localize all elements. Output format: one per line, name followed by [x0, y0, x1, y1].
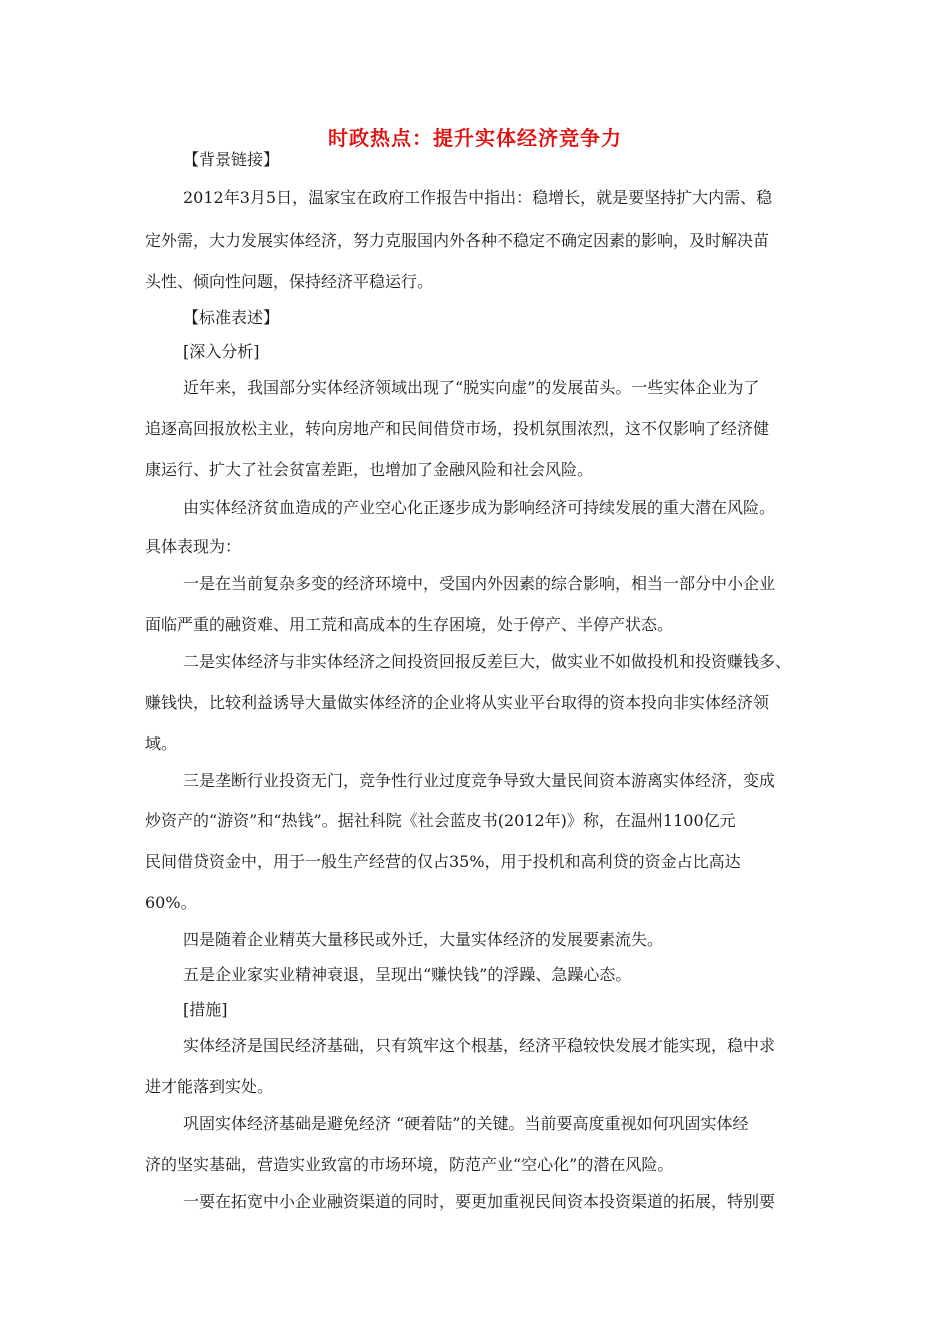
- paragraph-line: 炒资产的“游资”和“热钱”。据社科院《社会蓝皮书(2012年)》称，在温州1100亿元: [145, 811, 736, 830]
- document-title: 时政热点：提升实体经济竞争力: [328, 126, 622, 150]
- paragraph-line: 2012年3月5日，温家宝在政府工作报告中指出：稳增长，就是要坚持扩大内需、稳: [183, 188, 773, 207]
- paragraph-line: 进才能落到实处。: [145, 1077, 274, 1096]
- paragraph-line: 五是企业家实业精神衰退，呈现出“赚快钱”的浮躁、急躁心态。: [183, 965, 632, 984]
- paragraph-line: 三是垄断行业投资无门，竞争性行业过度竞争导致大量民间资本游离实体经济，变成: [183, 771, 776, 790]
- paragraph-line: 追逐高回报放松主业，转向房地产和民间借贷市场，投机氛围浓烈，这不仅影响了经济健: [145, 419, 770, 438]
- paragraph-line: 60%。: [145, 893, 197, 912]
- paragraph-line: 定外需，大力发展实体经济，努力克服国内外各种不稳定不确定因素的影响，及时解决苗: [145, 231, 770, 250]
- paragraph-line: 由实体经济贫血造成的产业空心化正逐步成为影响经济可持续发展的重大潜在风险。: [183, 498, 776, 517]
- section-heading-background: 【背景链接】: [183, 150, 280, 169]
- paragraph-line: 二是实体经济与非实体经济之间投资回报反差巨大，做实业不如做投机和投资赚钱多、: [183, 652, 792, 671]
- section-heading-standard: 【标准表述】: [183, 308, 280, 327]
- paragraph-line: 近年来，我国部分实体经济领域出现了“脱实向虚”的发展苗头。一些实体企业为了: [183, 378, 760, 397]
- paragraph-line: 赚钱快，比较利益诱导大量做实体经济的企业将从实业平台取得的资本投向非实体经济领: [145, 693, 770, 712]
- subheading-measures: [措施]: [183, 1000, 228, 1019]
- paragraph-line: 一是在当前复杂多变的经济环境中，受国内外因素的综合影响，相当一部分中小企业: [183, 574, 776, 593]
- paragraph-line: 具体表现为：: [145, 537, 242, 556]
- paragraph-line: 面临严重的融资难、用工荒和高成本的生存困境，处于停产、半停产状态。: [145, 615, 674, 634]
- paragraph-line: 民间借贷资金中，用于一般生产经营的仅占35%，用于投机和高利贷的资金占比高达: [145, 852, 741, 871]
- paragraph-line: 实体经济是国民经济基础，只有筑牢这个根基，经济平稳较快发展才能实现，稳中求: [183, 1036, 776, 1055]
- paragraph-line: 康运行、扩大了社会贫富差距，也增加了金融风险和社会风险。: [145, 460, 594, 479]
- paragraph-line: 济的坚实基础，营造实业致富的市场环境，防范产业“空心化”的潜在风险。: [145, 1155, 674, 1174]
- paragraph-line: 巩固实体经济基础是避免经济 “硬着陆”的关键。当前要高度重视如何巩固实体经: [183, 1114, 749, 1133]
- subheading-analysis: [深入分析]: [183, 342, 260, 361]
- paragraph-line: 域。: [145, 734, 178, 753]
- paragraph-line: 四是随着企业精英大量移民或外迁，大量实体经济的发展要素流失。: [183, 930, 664, 949]
- paragraph-line: 头性、倾向性问题，保持经济平稳运行。: [145, 272, 434, 291]
- paragraph-line: 一要在拓宽中小企业融资渠道的同时，要更加重视民间资本投资渠道的拓展，特别要: [183, 1192, 776, 1211]
